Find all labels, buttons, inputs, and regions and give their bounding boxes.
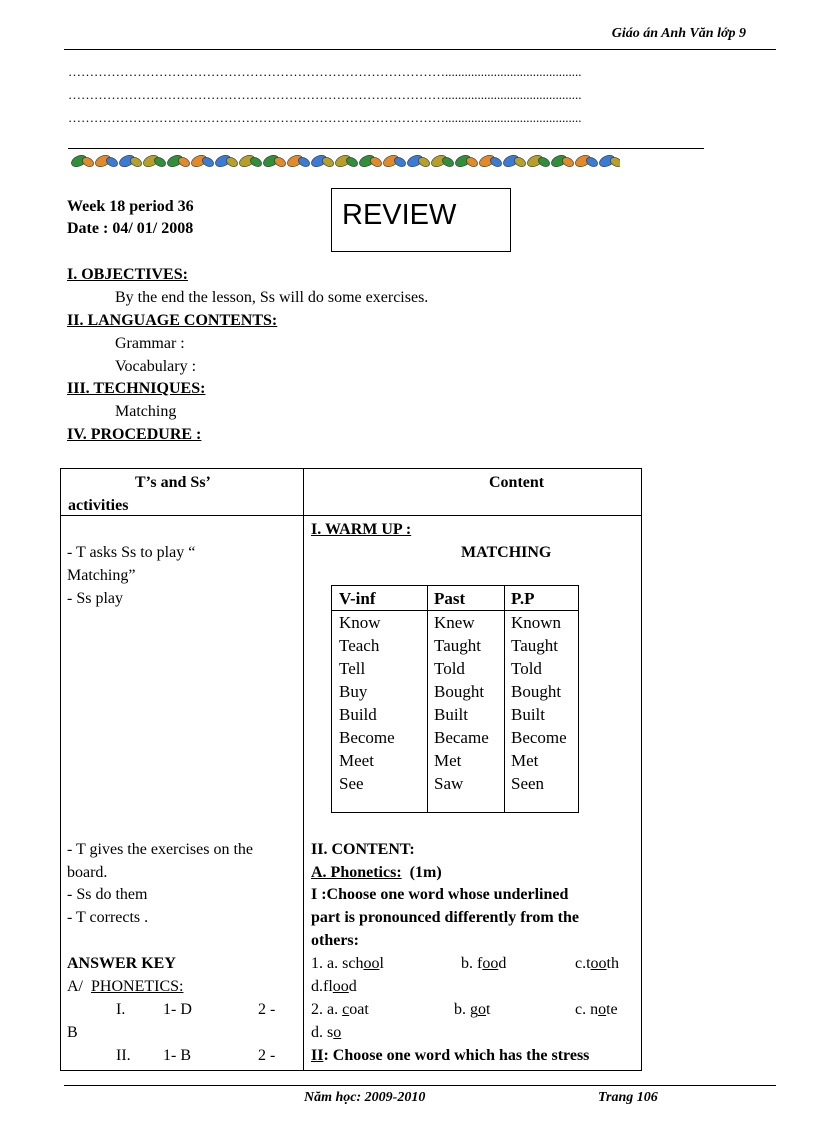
content-heading: II. CONTENT:	[311, 841, 415, 858]
verb-table-divider-2	[504, 586, 505, 812]
leaf-icon	[214, 153, 240, 169]
q1-a-post: l	[379, 955, 384, 972]
language-heading: II. LANGUAGE CONTENTS:	[67, 312, 278, 329]
q1-option-c	[575, 952, 619, 975]
verb-pp-2: Taught	[511, 636, 558, 655]
verb-header-past: Past	[434, 589, 466, 608]
leaf-icon	[238, 153, 264, 169]
dotted-line-2: ……………………………………………………………………………..........................................	[68, 87, 582, 102]
verb-header-pp: P.P	[511, 589, 535, 608]
q1-c-pre: c.t	[575, 955, 591, 972]
q1-a-underlined: oo	[363, 955, 380, 972]
leaf-icon	[406, 153, 432, 169]
q2-b-post: t	[486, 1001, 491, 1018]
q1-d-underlined: oo	[332, 978, 349, 995]
table-column-divider	[303, 469, 304, 1070]
q2-c-pre: c. n	[575, 1001, 599, 1018]
verb-pp-4: Bought	[511, 682, 562, 701]
procedure-heading: IV. PROCEDURE :	[67, 426, 202, 443]
key-row1-b: 2 -	[258, 1001, 276, 1018]
q2-c-underlined: o	[598, 1001, 607, 1018]
answer-key-heading: ANSWER KEY	[67, 955, 176, 972]
leaf-icon	[502, 153, 528, 169]
verb-inf-8: See	[339, 774, 364, 793]
q2-option-c	[575, 998, 618, 1021]
key-row1-a: 1- D	[163, 1001, 192, 1018]
activity-line-3: - Ss play	[67, 590, 123, 607]
verb-pp-1: Known	[511, 613, 562, 632]
leaf-icon	[550, 153, 576, 169]
leaf-icon	[262, 153, 288, 169]
verb-past-7: Met	[434, 751, 462, 770]
phonetics-score: (1m)	[409, 864, 442, 881]
leaf-icon	[526, 153, 552, 169]
activity-line-7: - T corrects .	[67, 909, 149, 926]
leaf-icon	[574, 153, 600, 169]
q2-number: 2. a.	[311, 1001, 343, 1018]
verb-past-5: Built	[434, 705, 469, 724]
verb-inf-2: Teach	[339, 636, 380, 655]
verb-inf-4: Buy	[339, 682, 368, 701]
verb-inf-1: Know	[339, 613, 381, 632]
q1-b-underlined: oo	[482, 955, 499, 972]
q1-option-d	[311, 975, 357, 998]
verb-inf-5: Build	[339, 705, 377, 724]
verb-inf-6: Become	[339, 728, 395, 747]
leaf-icon	[286, 153, 312, 169]
dotted-line-3: ……………………………………………………………………………..........................................	[68, 110, 582, 125]
q1-option-a	[311, 952, 384, 975]
footer-year: Năm học: 2009-2010	[304, 1090, 426, 1105]
q1-number: 1. a.	[311, 955, 343, 972]
q2-a-pre: c	[342, 1001, 350, 1018]
leaf-icon	[598, 153, 620, 169]
q1-d-post: d	[348, 978, 357, 995]
leaf-icon	[142, 153, 168, 169]
grammar-label: Grammar :	[115, 335, 185, 352]
dotted-underline	[68, 148, 704, 149]
exercise2-line	[311, 1044, 589, 1067]
q2-a-mid: o	[349, 1001, 358, 1018]
verb-past-1: Knew	[434, 613, 475, 632]
leaf-icon	[382, 153, 408, 169]
key-row2-b: 2 -	[258, 1047, 276, 1064]
verb-pp-6: Become	[511, 728, 567, 747]
head-left-line1: T’s and Ss’	[135, 474, 211, 491]
header-rule	[64, 49, 776, 50]
activity-line-4: - T gives the exercises on the	[67, 841, 254, 858]
objectives-text: By the end the lesson, Ss will do some exercises.	[115, 289, 429, 306]
exercise1-line3: others:	[311, 932, 359, 949]
verb-past-4: Bought	[434, 682, 485, 701]
q1-a-pre: sch	[342, 955, 364, 972]
leaf-icon	[118, 153, 144, 169]
leaf-icon	[94, 153, 120, 169]
key-row2-roman: II.	[116, 1047, 131, 1064]
verb-header-inf: V-inf	[339, 589, 376, 608]
phonetics-heading: A. Phonetics:	[311, 864, 402, 881]
verb-forms-table	[331, 585, 579, 813]
footer-page: Trang 106	[598, 1090, 658, 1105]
verb-past-3: Told	[434, 659, 465, 678]
q2-option-b	[454, 998, 490, 1021]
verb-inf-7: Meet	[339, 751, 374, 770]
dotted-line-1: ……………………………………………………………………………..........................................	[68, 64, 582, 79]
exercise2-roman: II	[311, 1047, 324, 1064]
verb-inf-3: Tell	[339, 659, 366, 678]
verb-column-inf	[339, 611, 395, 795]
verb-column-pp	[511, 611, 567, 795]
review-title-box	[331, 188, 511, 252]
key-row1-roman: I.	[116, 1001, 126, 1018]
leaf-icon	[166, 153, 192, 169]
matching-heading: MATCHING	[461, 544, 552, 561]
activity-line-5: board.	[67, 864, 108, 881]
verb-past-6: Became	[434, 728, 489, 747]
leaf-icon	[454, 153, 480, 169]
q1-option-b	[461, 952, 506, 975]
q1-c-post: th	[606, 955, 619, 972]
week-label: Week 18 period 36	[67, 198, 194, 215]
verb-past-8: Saw	[434, 774, 464, 793]
q2-d-underlined: o	[333, 1024, 342, 1041]
date-label: Date : 04/ 01/ 2008	[67, 220, 194, 237]
activity-line-6: - Ss do them	[67, 886, 148, 903]
exercise1-line2: part is pronounced differently from the	[311, 909, 579, 926]
activity-line-2: Matching”	[67, 567, 136, 584]
phonetics-heading-line	[311, 861, 442, 884]
verb-pp-3: Told	[511, 659, 542, 678]
leaf-icon	[70, 153, 96, 169]
verb-column-past	[434, 611, 489, 795]
q2-b-pre: b. g	[454, 1001, 478, 1018]
head-right: Content	[489, 474, 545, 491]
verb-pp-8: Seen	[511, 774, 545, 793]
header-title: Giáo án Anh Văn lớp 9	[611, 26, 746, 41]
q1-c-underlined: oo	[590, 955, 607, 972]
leaf-icon	[430, 153, 456, 169]
q1-d-pre: d.fl	[311, 978, 333, 995]
exercise2-text: : Choose one word which has the stress	[323, 1047, 590, 1064]
leaf-icon	[190, 153, 216, 169]
verb-table-divider-1	[427, 586, 428, 812]
activity-line-1: - T asks Ss to play “	[67, 544, 196, 561]
leaf-icon	[310, 153, 336, 169]
objectives-heading: I. OBJECTIVES:	[67, 266, 188, 283]
q2-d-pre: d. s	[311, 1024, 334, 1041]
techniques-text: Matching	[115, 403, 177, 420]
footer-rule	[64, 1085, 776, 1086]
review-title: REVIEW	[342, 199, 457, 231]
leaf-icon	[478, 153, 504, 169]
q1-b-pre: b. f	[461, 955, 483, 972]
techniques-heading: III. TECHNIQUES:	[67, 380, 206, 397]
verb-past-2: Taught	[434, 636, 481, 655]
table-header-divider	[61, 515, 641, 516]
q2-option-a	[311, 998, 369, 1021]
q1-b-post: d	[498, 955, 507, 972]
q2-b-underlined: o	[478, 1001, 486, 1018]
verb-pp-7: Met	[511, 751, 539, 770]
leaf-icon	[358, 153, 384, 169]
key-row1-cont: B	[67, 1024, 78, 1041]
leaf-border-decoration	[68, 150, 620, 172]
key-row2-a: 1- B	[163, 1047, 191, 1064]
head-left-line2: activities	[68, 497, 129, 514]
phonetics-key-line	[67, 975, 183, 998]
verb-pp-5: Built	[511, 705, 546, 724]
q2-option-d	[311, 1021, 341, 1044]
warm-up-heading: I. WARM UP :	[311, 521, 412, 538]
phonetics-key-label: PHONETICS:	[91, 978, 184, 995]
procedure-table	[60, 468, 642, 1071]
exercise1-line1: I :Choose one word whose underlined	[311, 886, 569, 903]
vocabulary-label: Vocabulary :	[115, 358, 197, 375]
leaf-icon	[334, 153, 360, 169]
phonetics-key-prefix: A/	[67, 978, 83, 995]
q2-c-post: te	[606, 1001, 618, 1018]
q2-a-post: at	[357, 1001, 369, 1018]
